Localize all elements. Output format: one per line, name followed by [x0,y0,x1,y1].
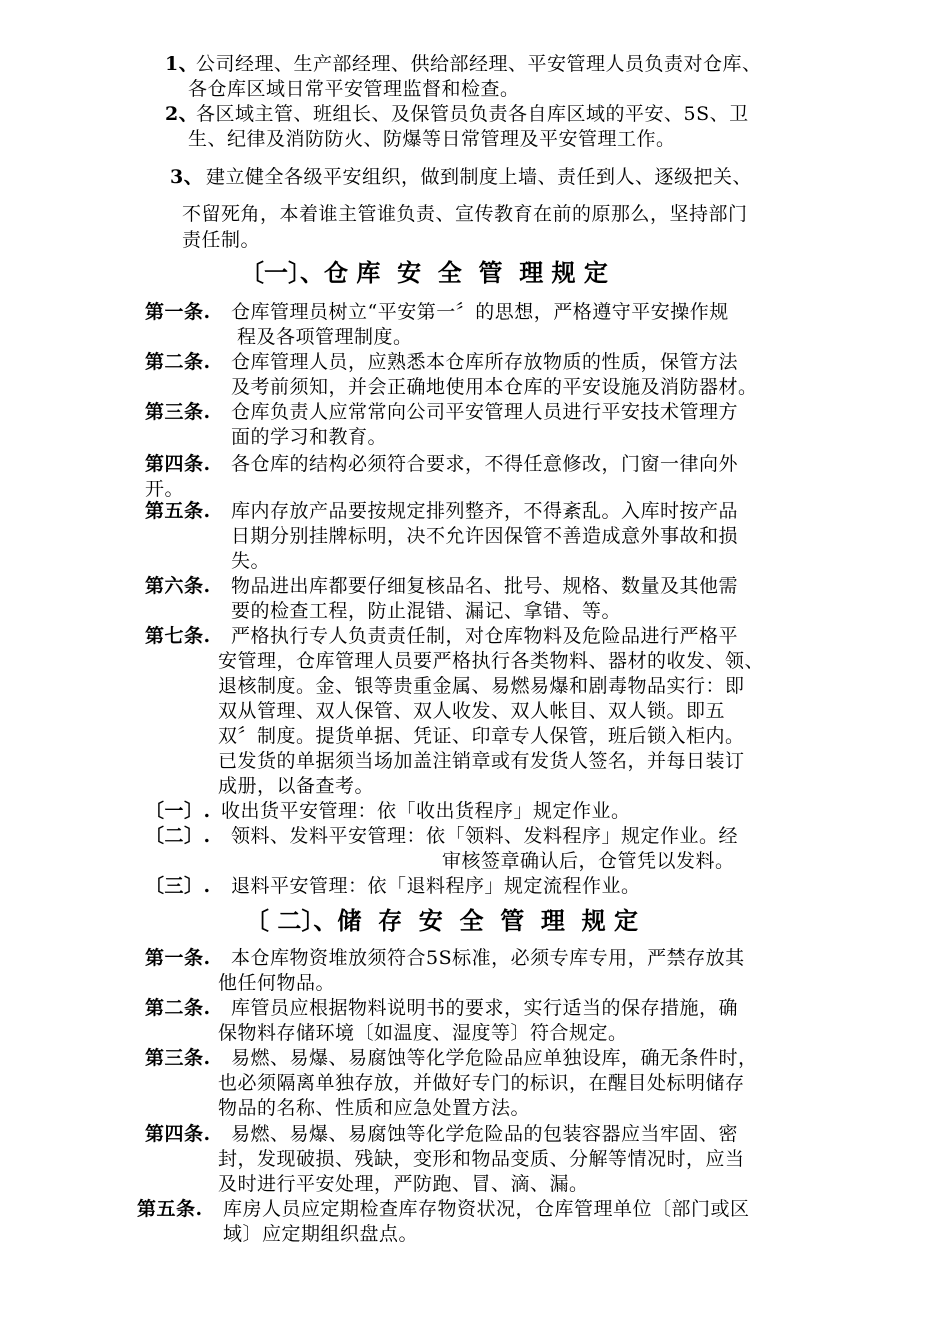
article-label: 第二条. [145,997,211,1019]
article-line: 仓库管理员树立“平安第一〞的思想，严格遵守平安操作规 [231,301,729,323]
sub-line: 领料、发料平安管理：依「领料、发料程序」规定作业。经 [231,825,739,847]
sub-label: 〔三〕. [145,875,211,897]
article-line: 易燃、易爆、易腐蚀等化学危险品应单独设库，确无条件时， [231,1047,758,1069]
article-label: 第一条. [145,301,211,323]
article-label: 第四条. [145,453,211,475]
article-line: 程及各项管理制度。 [237,326,413,348]
article-line: 也必须隔离单独存放，并做好专门的标识，在醒目处标明储存 [218,1072,745,1094]
article-label: 第七条. [145,625,211,647]
article-line: 各仓库的结构必须符合要求，不得任意修改，门窗一律向外 [231,453,739,475]
article-line: 本仓库物资堆放须符合5S标准，必须专库专用，严禁存放其 [231,947,745,969]
article-label: 第四条. [145,1123,211,1145]
article-line: 成册，以备查考。 [218,775,375,797]
article-label: 第五条. [137,1198,203,1220]
article-line: 双〞制度。提货单据、凭证、印章专人保管，班后锁入柜内。 [218,725,745,747]
article-line: 退核制度。金、银等贵重金属、易燃易爆和剧毒物品实行：即 [218,675,745,697]
article-line: 易燃、易爆、易腐蚀等化学危险品的包装容器应当牢固、密 [231,1123,739,1145]
intro-line: 各区域主管、班组长、及保管员负责各自库区域的平安、5S、卫 [196,103,749,125]
article-line: 他任何物品。 [218,972,336,994]
article-line: 失。 [231,550,271,572]
sub-label: 〔一〕. [145,800,211,822]
article-line: 安管理，仓库管理人员要严格执行各类物料、器材的收发、领、 [218,650,765,672]
sub-line: 审核签章确认后，仓管凭以发料。 [442,850,735,872]
article-label: 第二条. [145,351,211,373]
article-label: 第三条. [145,401,211,423]
article-line: 域〕应定期组织盘点。 [223,1223,419,1245]
article-line: 日期分别挂牌标明，决不允许因保管不善造成意外事故和损 [231,525,739,547]
article-line: 保物料存储环境〔如温度、湿度等〕符合规定。 [218,1022,628,1044]
article-line: 封，发现破损、残缺，变形和物品变质、分解等情况时，应当 [218,1148,745,1170]
intro-line: 公司经理、生产部经理、供给部经理、平安管理人员负责对仓库、 [196,53,762,75]
article-line: 严格执行专人负责责任制，对仓库物料及危险品进行严格平 [231,625,739,647]
intro-line: 建立健全各级平安组织，做到制度上墙、责任到人、逐级把关、 [206,166,753,188]
article-line: 及考前须知，并会正确地使用本仓库的平安设施及消防器材。 [231,376,758,398]
intro-line: 各仓库区域日常平安管理监督和检查。 [188,78,520,100]
article-line: 要的检查工程，防止混错、漏记、拿错、等。 [231,600,622,622]
intro-line: 生、纪律及消防防火、防爆等日常管理及平安管理工作。 [188,128,676,150]
section-title: 〔一〕、仓 库 安 全 管 理 规 定 [240,258,608,287]
article-line: 仓库管理人员，应熟悉本仓库所存放物质的性质，保管方法 [231,351,739,373]
article-line: 已发货的单据须当场加盖注销章或有发货人签名，并每日装订 [218,750,745,772]
sub-line: 退料平安管理：依「退料程序」规定流程作业。 [231,875,641,897]
article-line: 物品的名称、性质和应急处置方法。 [218,1097,531,1119]
article-line: 双从管理、双人保管、双人收发、双人帐目、双人锁。即五 [218,700,726,722]
article-line: 库管员应根据物料说明书的要求，实行适当的保存措施，确 [231,997,739,1019]
article-line: 及时进行平安处理，严防跑、冒、滴、漏。 [218,1173,589,1195]
article-label: 第三条. [145,1047,211,1069]
intro-number: 2、 [165,103,199,125]
article-line: 物品进出库都要仔细复核品名、批号、规格、数量及其他需 [231,575,739,597]
sub-line: 收出货平安管理：依「收出货程序」规定作业。 [221,800,631,822]
article-label: 第六条. [145,575,211,597]
article-line: 面的学习和教育。 [231,426,388,448]
article-line: 库内存放产品要按规定排列整齐，不得紊乱。入库时按产品 [231,500,739,522]
section-title: 〔 二〕、储 存 安 全 管 理 规 定 [245,906,638,935]
intro-number: 3、 [170,166,204,188]
intro-number: 1、 [165,53,199,75]
article-line: 开。 [145,478,185,500]
article-line: 库房人员应定期检查库存物资状况，仓库管理单位〔部门或区 [223,1198,750,1220]
article-line: 仓库负责人应常常向公司平安管理人员进行平安技术管理方 [231,401,739,423]
intro-line: 责任制。 [182,229,261,251]
article-label: 第一条. [145,947,211,969]
intro-line: 不留死角，本着谁主管谁负责、宣传教育在前的原那么，坚持部门 [182,203,748,225]
article-label: 第五条. [145,500,211,522]
sub-label: 〔二〕. [145,825,211,847]
